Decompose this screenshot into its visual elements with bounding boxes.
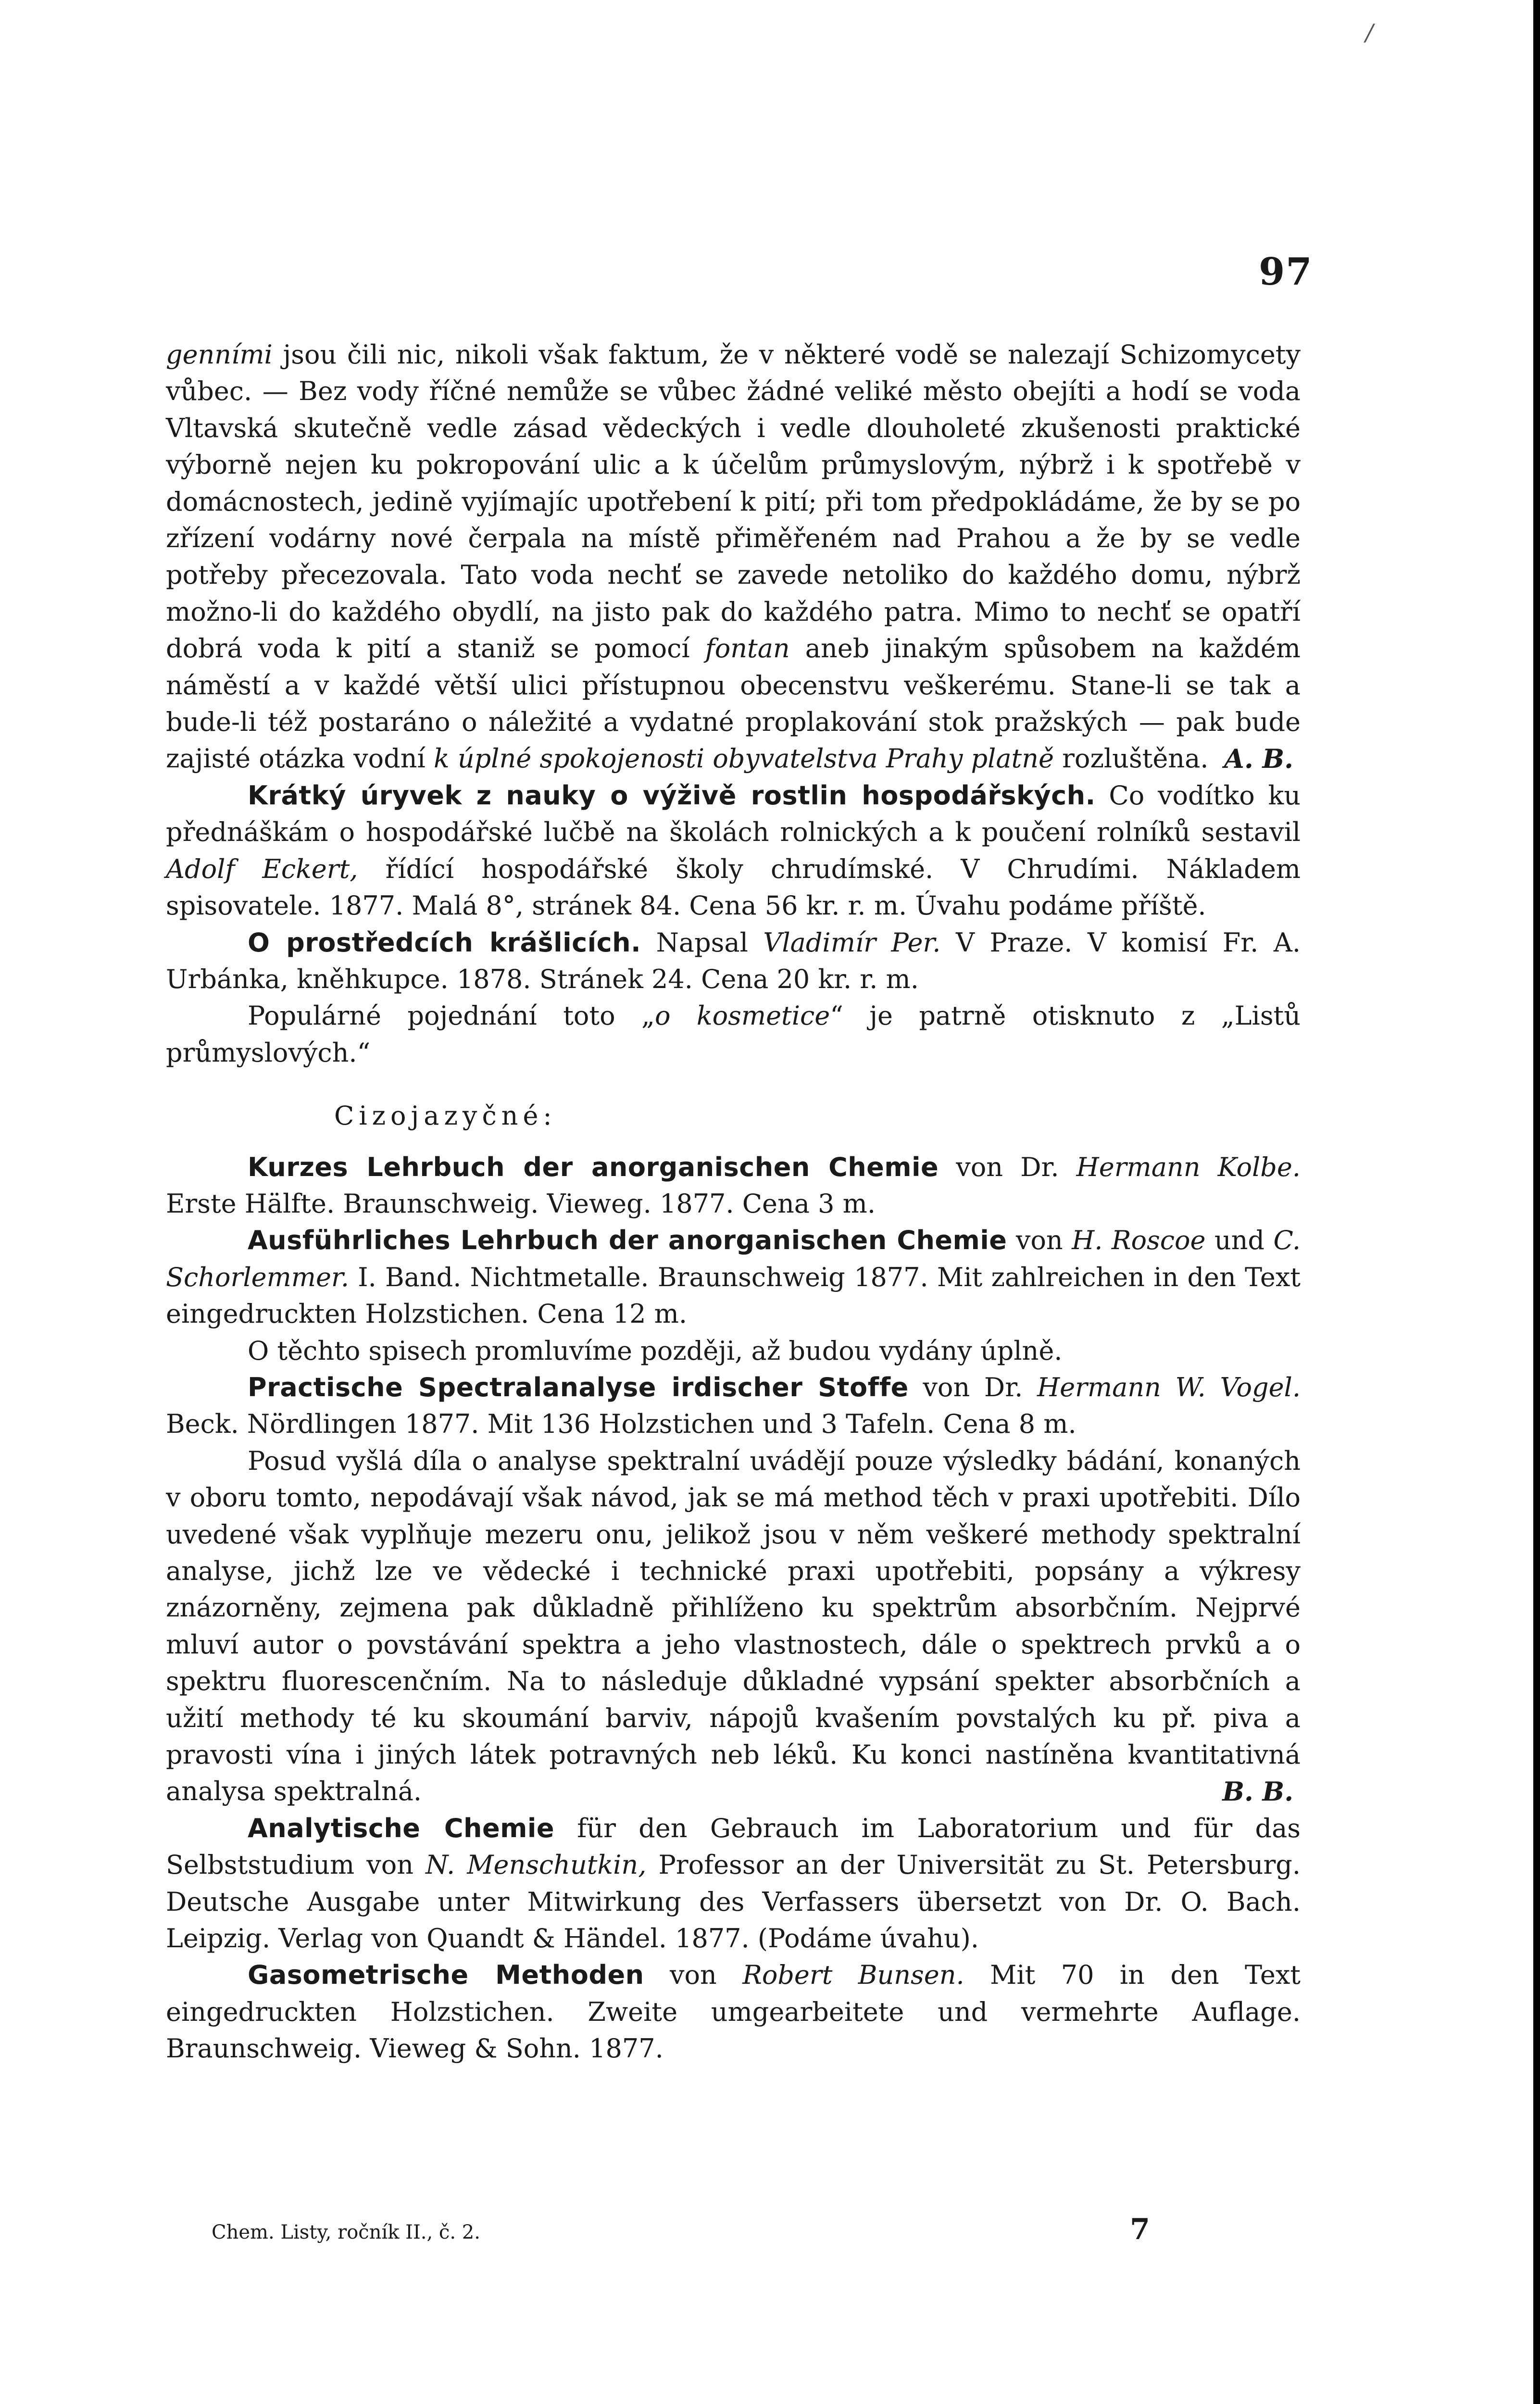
text-fragment: Professor an der Universität zu St. Petersburg. Deutsche Ausgabe unter Mitwirkung des Verfassers übersetzt von Dr. O. Bach. Leipzig. Verlag von Quandt & Händel. 1877. (Podáme úvahu).	[166, 1850, 1301, 1954]
review-prostredky-krasliciho	[166, 925, 1301, 998]
text-fragment: Co vodítko ku přednáškám o hospodářské lučbě na školách rolnických a k poučení rolníků sestavil	[166, 780, 1301, 848]
author-signature: A. B.	[1224, 743, 1293, 775]
text-fragment: aneb jinakým spůsobem na každém náměstí a v každé větší ulici přístupnou obecenstvu veškerému. Stane-li se tak a bude-li též postaráno o náležité a vydatné proplakování stok pražských — pak bude zajisté otázka vodní	[166, 633, 1301, 774]
text-fragment: von	[1007, 1225, 1072, 1256]
italic-fragment: k úplné spokojenosti obyvatelstva Prahy platně	[433, 743, 1054, 774]
text-fragment: Napsal	[641, 927, 764, 958]
text-fragment: Mit 70 in den Text eingedruckten Holzstichen. Zweite umgearbeitete und vermehrte Auflage. Braunschweig. Vieweg & Sohn. 1877.	[166, 1960, 1301, 2064]
book-title: Krátký úryvek z nauky o výživě rostlin hospodářských.	[248, 780, 1096, 811]
book-title: Kurzes Lehrbuch der anorganischen Chemie	[248, 1152, 939, 1182]
review-kosmetika-note	[166, 998, 1301, 1071]
author-name: Vladimír Per.	[763, 927, 941, 958]
author-name: Adolf Eckert,	[166, 853, 358, 884]
text-fragment: V Praze. V komisí Fr. A. Urbánka, kněhkupce. 1878. Stránek 24. Cena 20 kr. r. m.	[166, 927, 1301, 994]
author-name: Robert Bunsen.	[742, 1960, 964, 1991]
text-fragment: Erste Hälfte. Braunschweig. Vieweg. 1877. Cena 3 m.	[166, 1188, 876, 1219]
text-fragment: jsou čili nic, nikoli však faktum, že v některé vodě se nalezají Schizomycety vůbec. — Bez vody říčné nemůže se vůbec žádné veliké město obejíti a hodí se voda Vltavská skutečně vedle zásad vědeckých i vedle dlouholeté zkušenosti praktické výborně nejen ku pokropování ulic a k účelům průmyslovým, nýbrž i k spotřebě v domácnostech, jedině vyjímajíc upotřebení k pití; při tom předpokládáme, že by se po zřízení vodárny nové čerpala na místě přiměřeném nad Prahou a že by se vedle potřeby přecezovala. Tato voda nechť se zavede netoliko do každého domu, nýbrž možno-li do každého obydlí, na jisto pak do každého patra. Mimo to nechť se opatří dobrá voda k pití a staniž se pomocí	[166, 339, 1301, 664]
text-fragment: řídící hospodářské školy chrudímské. V Chrudími. Nákladem spisovatele. 1877. Malá 8°, stránek 84. Cena 56 kr. r. m. Úvahu podáme příště.	[166, 853, 1301, 921]
text-fragment: Populárné pojednání toto „	[248, 1001, 655, 1031]
section-heading-foreign: Cizojazyčné:	[334, 1101, 557, 1131]
article-body	[166, 337, 1301, 2067]
page-number: 97	[1259, 250, 1313, 294]
review-kolbe	[166, 1149, 1301, 1223]
text-fragment: und	[1205, 1225, 1274, 1256]
text-fragment: von	[644, 1960, 743, 1991]
text-fragment: I. Band. Nichtmetalle. Braunschweig 1877. Mit zahlreichen in den Text eingedruckten Holzstichen. Cena 12 m.	[166, 1262, 1301, 1329]
text-fragment: rozluštěna.	[1053, 743, 1209, 774]
book-title: Gasometrische Methoden	[248, 1960, 644, 1991]
scan-edge-strip	[1533, 0, 1540, 2404]
corner-pencil-mark: /	[1365, 19, 1374, 46]
review-vyziva-rostlin	[166, 777, 1301, 925]
review-bunsen	[166, 1957, 1301, 2067]
author-name: H. Roscoe	[1072, 1225, 1206, 1256]
journal-citation: Chem. Listy, ročník II., č. 2.	[212, 2221, 480, 2243]
review-menschutkin	[166, 1810, 1301, 1957]
book-title: Practische Spectralanalyse irdischer Stoffe	[248, 1372, 909, 1402]
text-fragment: von Dr.	[908, 1372, 1037, 1402]
review-roscoe-schorlemmer	[166, 1222, 1301, 1332]
text-fragment: “ je patrně otisknuto z „Listů průmyslových.“	[166, 1001, 1301, 1068]
author-name: Hermann W. Vogel.	[1037, 1372, 1301, 1402]
author-signature: B. B.	[1222, 1776, 1293, 1807]
text-fragment: Posud vyšlá díla o analyse spektralní uvádějí pouze výsledky bádání, konaných v oboru tomto, nepodávají však návod, jak se má method těch v praxi upotřebiti. Dílo uvedené však vyplňuje mezeru onu, jelikož jsou v něm veškeré methody spektralní analyse, jichž lze ve vědecké i technické praxi upotřebiti, popsány a výkresy znázorněny, zejmena pak důkladně přihlíženo ku spektrům absorbčním. Nejprvé mluví autor o povstávání spektra a jeho vlastnostech, dále o spektrech prvků a o spektru fluorescenčním. Na to následuje důkladné vypsání spekter absorbčních a užití methody té ku skoumání barviv, nápojů kvašením povstalých ku př. piva a pravosti vína i jiných látek potravných neb léků. Ku konci nastíněna kvantitativná analysa spektralná.	[166, 1445, 1301, 1807]
text-fragment: für den Gebrauch im Laboratorium und für das Selbststudium von	[166, 1813, 1301, 1880]
review-note-later: O těchto spisech promluvíme později, až budou vydány úplně.	[248, 1335, 1063, 1366]
text-fragment: von Dr.	[939, 1152, 1077, 1182]
review-vogel-description	[166, 1443, 1301, 1810]
text-fragment: Beck. Nördlingen 1877. Mit 136 Holzstichen und 3 Tafeln. Cena 8 m.	[166, 1409, 1077, 1440]
review-vogel	[166, 1369, 1301, 1443]
book-title: Analytische Chemie	[248, 1813, 554, 1843]
italic-fragment: genními	[166, 339, 273, 370]
signature-mark: 7	[1130, 2213, 1150, 2246]
book-title: O prostředcích krášlicích.	[248, 927, 641, 958]
italic-fragment: fontan	[705, 633, 790, 664]
author-name: C. Schorlemmer.	[166, 1225, 1301, 1292]
italic-fragment: o kosmetice	[655, 1001, 830, 1031]
author-name: N. Menschutkin,	[426, 1850, 647, 1880]
paragraph-water-supply	[166, 337, 1301, 777]
book-title: Ausführliches Lehrbuch der anorganischen Chemie	[248, 1225, 1007, 1256]
author-name: Hermann Kolbe.	[1076, 1152, 1301, 1182]
